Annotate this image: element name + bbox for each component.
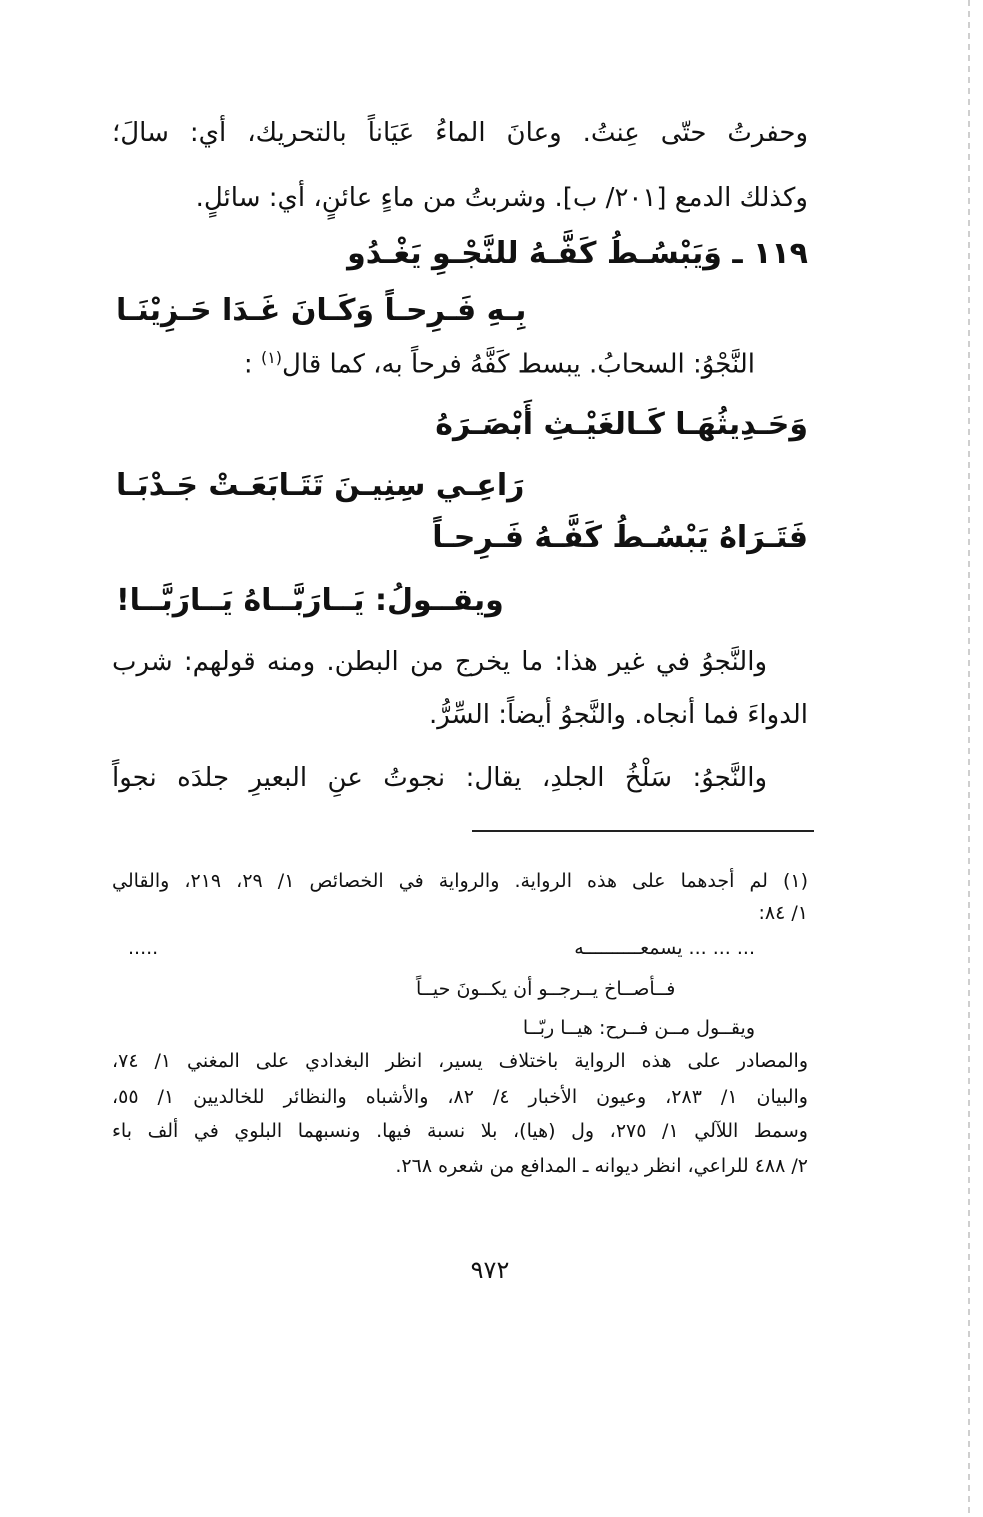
text-line-1: وحفرتُ حتّى عِنتُ. وعانَ الماءُ عَيَاناً بالتحريك، أي: سالَ؛ — [112, 118, 808, 148]
explanation-tail: : — [243, 349, 253, 380]
poem-line-2: رَاعِـي سِنِيـنَ تَتَـابَعَـتْ جَـدْبَـا — [116, 468, 525, 503]
para2-line-1: والنَّجوُ في غير هذا: ما يخرج من البطن. ومنه قولهم: شرب — [112, 647, 767, 677]
poem-line-4: ويقــولُ: يَــارَبَّــاهُ يَــارَبَّــا! — [116, 583, 504, 618]
explanation-text: النَّجْوُ: السحابُ. يبسط كَفَّهُ فرحاً به، كما قال — [282, 349, 755, 380]
para2-line-2: الدواءَ فما أنجاه. والنَّجوُ أيضاً: السِّرُّ. — [429, 700, 808, 730]
para3-line: والنَّجوُ: سَلْخُ الجلدِ، يقال: نجوتُ عنِ البعيرِ جلدَه نجواً — [112, 763, 767, 793]
footnote-source-line-4: ٢/ ٤٨٨ للراعي، انظر ديوانه ـ المدافع من شعره ٢٦٨. — [395, 1155, 808, 1177]
footnote-verse-c: ويقــول مــن فــرح: هيــا ربّــا — [522, 1017, 755, 1039]
page-number: ٩٧٢ — [470, 1256, 510, 1284]
footnote-source-line-1: والمصادر على هذه الرواية باختلاف يسير، انظر البغدادي على المغني ١/ ٧٤، — [112, 1050, 808, 1072]
footnote-line-1: (١) لم أجدهما على هذه الرواية. والرواية في الخصائص ١/ ٢٩، ٢١٩، والقالي — [112, 870, 808, 892]
footnote-verse-a-left: ..... — [128, 937, 159, 959]
footnote-verse-a-right: ... ... ... يسمعــــــــــه — [574, 937, 755, 959]
footnote-verse-b: فــأصــاخ يــرجــو أن يكــونَ حيــاً — [416, 978, 676, 1000]
footnote-separator — [472, 830, 814, 832]
explanation-line — [244, 348, 755, 380]
page-edge-shadow — [968, 0, 970, 1517]
footnote-source-line-3: وسمط اللآلي ١/ ٢٧٥، ول (هيا)، بلا نسبة فيها. ونسبهما البلوي في ألف باء — [112, 1120, 808, 1142]
verse-119-second-hemistich: بِـهِ فَـرِحـاً وَكَـانَ غَـدَا حَـزِيْنَـا — [116, 293, 527, 328]
footnote-source-line-2: والبيان ١/ ٢٨٣، وعيون الأخبار ٤/ ٨٢، والأشباه والنظائر للخالديين ١/ ٥٥، — [112, 1086, 808, 1108]
text-line-2: وكذلك الدمع [٢٠١/ ب]. وشربتُ من ماءٍ عائنٍ، أي: سائلٍ. — [195, 183, 808, 213]
footnote-line-2: ١/ ٨٤: — [758, 902, 808, 924]
poem-line-3: فَتَـرَاهُ يَبْسُـطُ كَفَّـهُ فَـرِحـاً — [432, 520, 808, 555]
poem-line-1: وَحَـدِيثُهَـا كَـالغَيْـثِ أَبْصَـرَهُ — [435, 407, 808, 442]
verse-119-first-hemistich: ١١٩ ـ وَيَبْسُـطُ كَفَّـهُ للنَّجْـوِ يَغْـدُو — [347, 236, 808, 271]
footnote-ref: (١) — [260, 348, 283, 367]
